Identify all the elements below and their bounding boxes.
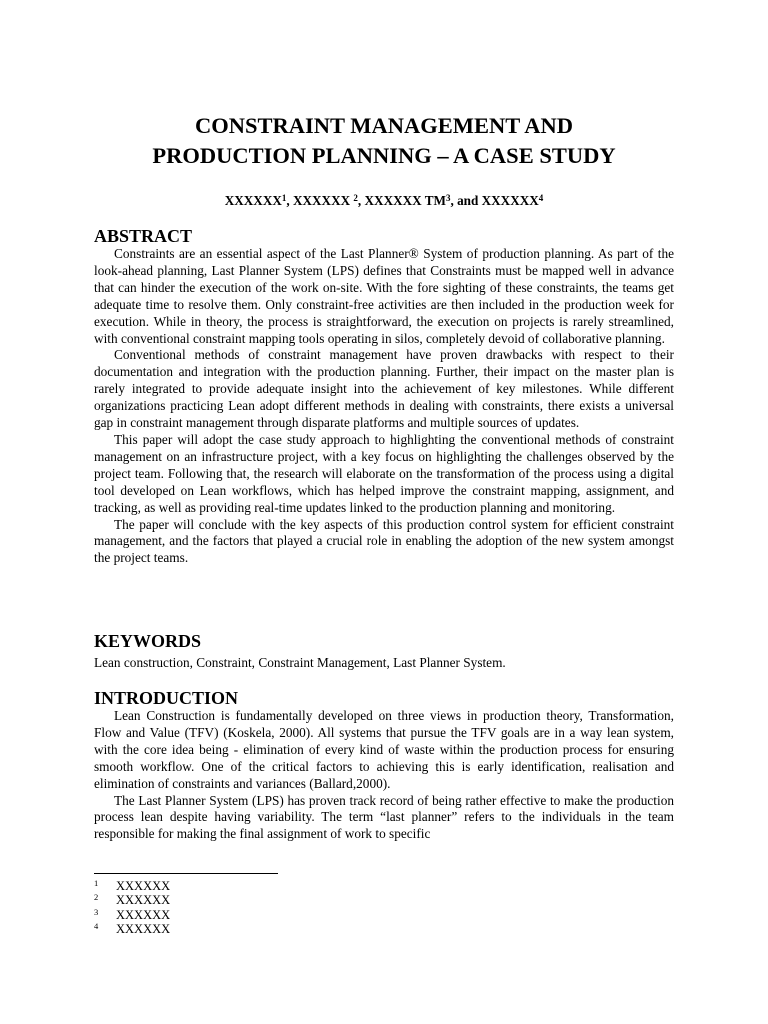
author-list <box>94 192 674 209</box>
keywords-text: Lean construction, Constraint, Constraint Management, Last Planner System. <box>94 655 506 670</box>
author-separator: , <box>286 193 293 208</box>
abstract-paragraph: The paper will conclude with the key aspects of this production control system for efficient constraint management, and the factors that played a crucial role in enabling the adoption of the new system amongst the project teams. <box>94 516 674 566</box>
abstract-body <box>94 246 674 567</box>
footnotes <box>94 879 394 937</box>
footnote <box>94 879 394 893</box>
author-name: XXXXXX <box>224 193 282 208</box>
author-affiliation-mark: 4 <box>538 193 544 203</box>
footnote-text: XXXXXX <box>116 893 171 908</box>
footnote-divider <box>94 873 278 874</box>
author-name: XXXXXX <box>481 193 539 208</box>
author-affiliation-mark: 3 <box>445 193 451 203</box>
footnote-number: 4 <box>94 921 99 932</box>
abstract-paragraph: Constraints are an essential aspect of the Last Planner® System of production planning. As part of the look-ahead planning, Last Planner System (LPS) defines that Constraints must be mapped well in advance that can hinder the execution of the work on-site. With the fore sighting of these constraints, the teams get adequate time to resolve them. Only constraint-free activities are then included in the production week for execution. While in theory, the process is straightforward, the execution on projects is rarely streamlined, with conventional constraint mapping tools operating in silos, completely devoid of collaborative planning. <box>94 246 674 346</box>
footnote-number: 1 <box>94 878 99 888</box>
footnote-text: XXXXXX <box>116 907 171 922</box>
paper-title <box>94 111 674 170</box>
keywords-heading: KEYWORDS <box>94 631 202 651</box>
footnote-text: XXXXXX <box>116 879 171 893</box>
author-affiliation-mark: 1 <box>281 193 287 203</box>
author-affiliation-mark: 2 <box>353 193 358 203</box>
introduction-body <box>94 708 674 843</box>
introduction-paragraph: The Last Planner System (LPS) has proven track record of being rather effective to make the production process lean despite having variability. The term “last planner” refers to the individuals in the team responsible for making the final assignment of work to specific <box>94 792 674 842</box>
footnote <box>94 893 394 907</box>
footnote-text: XXXXXX <box>116 922 171 937</box>
introduction-heading: INTRODUCTION <box>94 688 239 708</box>
title-line-2: PRODUCTION PLANNING – A CASE STUDY <box>152 142 616 168</box>
keywords-body <box>94 655 674 672</box>
abstract-paragraph: Conventional methods of constraint management have proven drawbacks with respect to their documentation and integration with the production planning. Further, their impact on the master plan is rarely integrated to provide adequate insight into the achievement of key milestones. While different organizations practicing Lean adopt different methods in dealing with constraints, there exists a universal gap in constraint management through disparate platforms and multiple sources of updates. <box>94 347 674 431</box>
author-name: XXXXXX <box>292 193 354 208</box>
footnote <box>94 908 394 922</box>
footnote-number: 2 <box>94 892 99 903</box>
footnote-number: 3 <box>94 906 99 917</box>
author-separator: , and <box>450 193 482 208</box>
abstract-paragraph: This paper will adopt the case study approach to highlighting the conventional methods of constraint management on an infrastructure project, with a key focus on highlighting the challenges observed by the project team. Following that, the research will elaborate on the transformation of the process using a digital tool developed on Lean workflows, which has helped improve the constraint mapping, assignment, and tracking, as well as providing real-time updates linked to the production planning and monitoring. <box>94 431 674 515</box>
footnote <box>94 922 394 936</box>
introduction-paragraph: Lean Construction is fundamentally developed on three views in production theory, Transformation, Flow and Value (TFV) (Koskela, 2000). All systems that pursue the TFV goals are in a way lean system, with the core idea being - elimination of every kind of waste within the production process for ensuring smooth workflow. One of the critical factors to achieving this is early identification, realisation and elimination of constraints and variances (Ballard,2000). <box>94 708 674 791</box>
author-name: XXXXXX TM <box>364 193 446 208</box>
author-separator: , <box>357 193 365 208</box>
title-line-1: CONSTRAINT MANAGEMENT AND <box>195 113 573 138</box>
abstract-heading: ABSTRACT <box>94 226 193 246</box>
